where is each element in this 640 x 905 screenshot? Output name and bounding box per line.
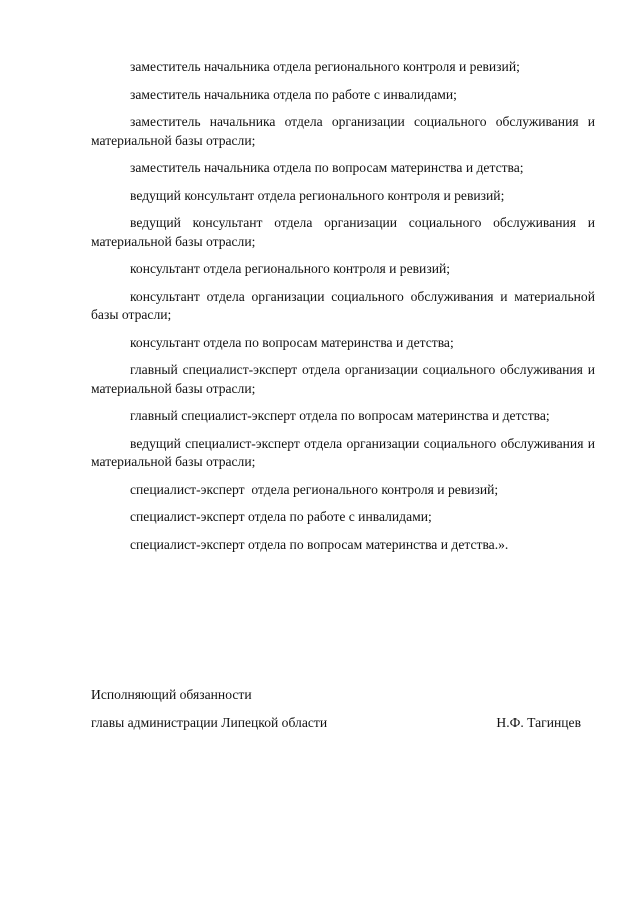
- position-item: заместитель начальника отдела по вопросам материнства и детства;: [130, 160, 524, 175]
- position-item: специалист-эксперт отдела регионального контроля и ревизий;: [130, 481, 499, 497]
- signatory-title-line1: Исполняющий обязанности: [91, 687, 252, 702]
- position-item: консультант отдела организации социального обслуживания и материальной базы отрасли;: [91, 288, 595, 322]
- position-item: специалист-эксперт отдела по вопросам материнства и детства.».: [130, 536, 509, 552]
- position-item: ведущий консультант отдела организации социального обслуживания и материальной базы отрасли;: [91, 215, 595, 249]
- signature-block: [91, 686, 581, 732]
- signatory-title-line2: главы администрации Липецкой области: [91, 714, 328, 730]
- position-item: главный специалист-эксперт отдела по вопросам материнства и детства;: [130, 408, 550, 423]
- position-item: консультант отдела регионального контроля и ревизий;: [130, 261, 451, 276]
- position-item: ведущий консультант отдела регионального контроля и ревизий;: [130, 187, 505, 203]
- position-item: специалист-эксперт отдела по работе с инвалидами;: [130, 509, 432, 524]
- position-item: заместитель начальника отдела организации социального обслуживания и материальной базы отрасли;: [91, 114, 595, 148]
- position-item: заместитель начальника отдела регионального контроля и ревизий;: [130, 59, 520, 74]
- signature-line: [91, 714, 581, 733]
- position-item: главный специалист-эксперт отдела организации социального обслуживания и материальной базы отрасли;: [91, 362, 595, 396]
- signatory-name: Н.Ф. Тагинцев: [496, 714, 581, 730]
- position-item: заместитель начальника отдела по работе с инвалидами;: [130, 86, 457, 102]
- position-item: ведущий специалист-эксперт отдела организации социального обслуживания и материальной базы отрасли;: [91, 435, 595, 469]
- position-item: консультант отдела по вопросам материнства и детства;: [130, 334, 454, 350]
- positions-list: [91, 58, 595, 563]
